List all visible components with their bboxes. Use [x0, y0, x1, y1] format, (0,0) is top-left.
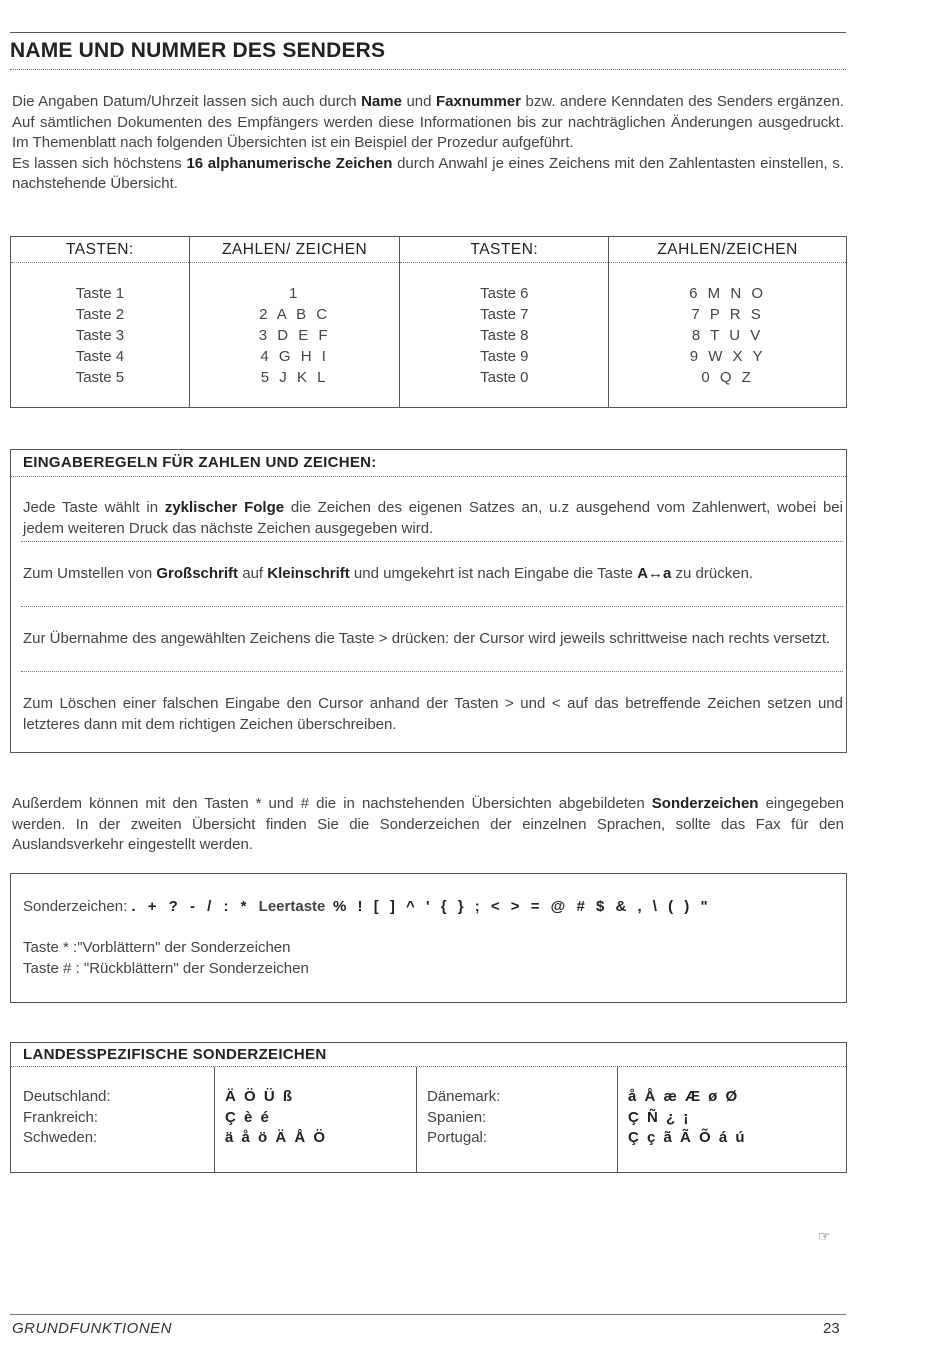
- rules-heading: EINGABEREGELN FÜR ZAHLEN UND ZEICHEN:: [11, 450, 846, 477]
- key-chars: 6 M N O: [689, 285, 766, 302]
- key-chars: 9 W X Y: [689, 348, 766, 365]
- header-tasten-right: TASTEN:: [400, 237, 609, 263]
- star-key-help: Taste * :"Vorblättern" der Sonderzeichen: [23, 939, 291, 956]
- rule-accept: Zur Übernahme des angewählten Zeichens die Taste > drücken: der Cursor wird jeweils schrittweise nach rechts versetzt.: [21, 607, 843, 672]
- header-zeichen-right: ZAHLEN/ZEICHEN: [609, 237, 847, 263]
- country-name: Deutschland:: [23, 1088, 111, 1105]
- key-label: Taste 6: [480, 285, 529, 302]
- intro-paragraph-2: Es lassen sich höchstens 16 alphanumerische Zeichen durch Anwahl je eines Zeichens mit den Zahlentasten einstellen, s. nachstehende Übersicht.: [12, 154, 844, 192]
- special-chars-box: [10, 873, 847, 1003]
- country-chars: Ç Ñ ¿ ¡: [628, 1108, 691, 1126]
- country-name: Spanien:: [427, 1108, 487, 1126]
- key-chars: 8 T U V: [691, 327, 764, 344]
- hash-key-help: Taste # : "Rückblättern" der Sonderzeichen: [23, 959, 309, 977]
- key-label: Taste 0: [480, 369, 529, 386]
- special-chars-intro: Außerdem können mit den Tasten * und # die in nachstehenden Übersichten abgebildeten Sonderzeichen eingegeben werden. In der zweiten Übersicht finden Sie die Sonderzeichen der einzelnen Sprachen, sollte das Fax für den Auslandsverkehr eingestellt werden.: [12, 795, 844, 853]
- right-keys-cell: [400, 263, 609, 408]
- key-label: Taste 1: [75, 285, 125, 302]
- left-chars-cell: [189, 263, 400, 408]
- key-chars: 5 J K L: [260, 369, 329, 386]
- header-tasten-left: TASTEN:: [11, 237, 190, 263]
- key-label: Taste 9: [480, 348, 529, 365]
- left-keys-cell: [11, 263, 190, 408]
- country-chars: Ç ç ã Ã Õ á ú: [628, 1129, 747, 1146]
- left-country-column: [23, 1067, 213, 1172]
- intro-text: [12, 92, 844, 195]
- special-chars-help: [23, 938, 309, 979]
- footer-section-title: GRUNDFUNKTIONEN: [12, 1320, 172, 1337]
- country-chars: Ä Ö Ü ß: [225, 1088, 294, 1105]
- country-name: Frankreich:: [23, 1108, 99, 1126]
- page-number: 23: [823, 1320, 840, 1337]
- special-chars-line: Sonderzeichen: . + ? - / : * Leertaste % ! [ ] ^ ' { } ; < > = @ # $ & , \ ( ) ": [23, 898, 712, 915]
- key-chars: 4 G H I: [260, 348, 329, 365]
- key-chars: 1: [288, 285, 301, 302]
- country-chars-grid: [11, 1067, 846, 1172]
- country-chars-heading: LANDESSPEZIFISCHE SONDERZEICHEN: [11, 1043, 846, 1067]
- key-label: Taste 2: [75, 306, 125, 323]
- key-label: Taste 4: [75, 348, 125, 365]
- key-chars: 3 D E F: [258, 327, 331, 344]
- country-chars: å Å æ Æ ø Ø: [628, 1088, 740, 1105]
- key-chars: 2 A B C: [259, 306, 331, 323]
- rule-cyclic: Jede Taste wählt in zyklischer Folge die Zeichen des eigenen Satzes an, u.z ausgehend vom Zahlenwert, wobei bei jedem weiteren Druck das nächste Zeichen ausgegeben wird.: [21, 477, 843, 542]
- right-chars-cell: [609, 263, 847, 408]
- right-country-column: [416, 1067, 627, 1172]
- country-chars: ä å ö Ä Å Ö: [225, 1129, 328, 1146]
- left-chars-column: [214, 1067, 425, 1172]
- header-zeichen-left: ZAHLEN/ ZEICHEN: [189, 237, 400, 263]
- country-name: Portugal:: [427, 1129, 488, 1146]
- key-chars: 0 Q Z: [701, 369, 754, 386]
- country-name: Schweden:: [23, 1129, 98, 1146]
- footer-rule: [10, 1314, 846, 1315]
- country-chars: Ç è é: [225, 1108, 271, 1126]
- key-label: Taste 8: [480, 327, 529, 344]
- intro-paragraph-1: Die Angaben Datum/Uhrzeit lassen sich auch durch Name und Faxnummer bzw. andere Kenndaten des Senders ergänzen. Auf sämtlichen Dokumenten des Empfängers werden diese Informationen bis zur nachträglichen Änderungen ausgedruckt. Im Themenblatt nach folgenden Übersichten ist ein Beispiel der Prozedur aufgeführt.: [12, 93, 844, 151]
- key-label: Taste 3: [75, 327, 125, 344]
- pointing-hand-icon: ☞: [818, 1228, 831, 1244]
- right-chars-column: [617, 1067, 846, 1172]
- rule-delete: Zum Löschen einer falschen Eingabe den Cursor anhand der Tasten > und < auf das betreffende Zeichen setzen und letzteres dann mit dem richtigen Zeichen überschreiben.: [23, 695, 843, 733]
- key-chars: 7 P R S: [691, 306, 764, 323]
- input-rules-box: [10, 449, 847, 753]
- country-name: Dänemark:: [427, 1088, 501, 1105]
- page-title: NAME UND NUMMER DES SENDERS: [10, 32, 846, 70]
- key-label: Taste 5: [75, 369, 125, 386]
- rule-case: Zum Umstellen von Großschrift auf Kleinschrift und umgekehrt ist nach Eingabe die Taste A↔a zu drücken.: [21, 542, 843, 607]
- key-character-table: [10, 236, 847, 408]
- key-label: Taste 7: [480, 306, 529, 323]
- country-special-chars-box: [10, 1042, 847, 1173]
